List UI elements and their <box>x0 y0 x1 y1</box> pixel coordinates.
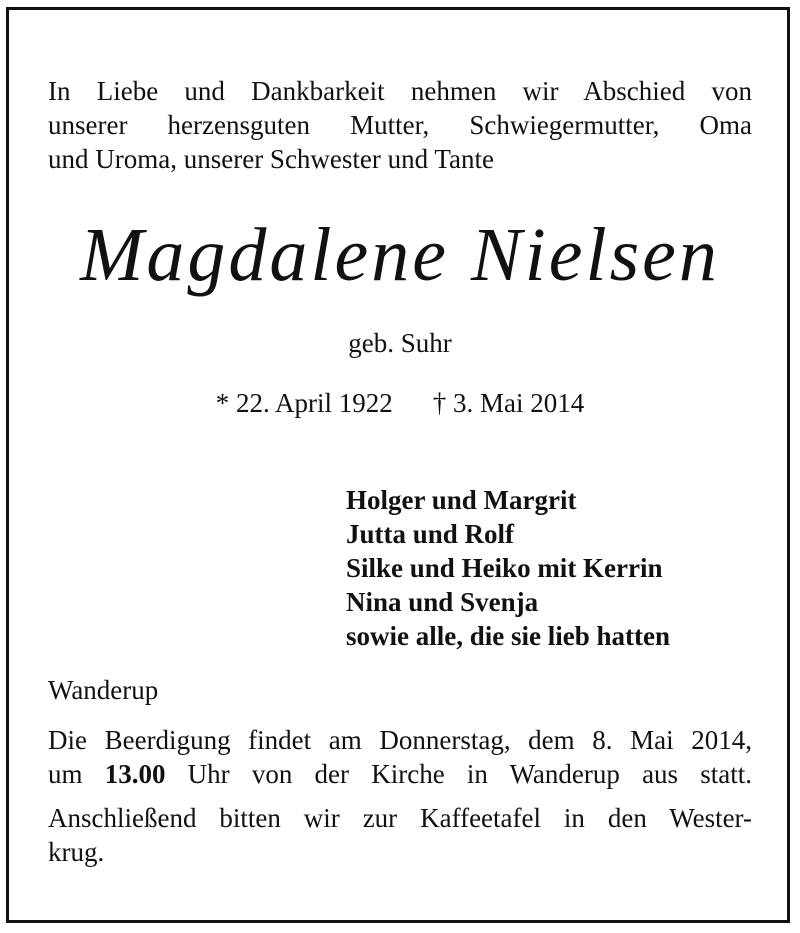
funeral-prefix: um <box>48 759 83 789</box>
reception-paragraph <box>48 801 752 869</box>
funeral-line-2 <box>48 757 752 791</box>
mourner-entry: Nina und Svenja <box>346 587 539 617</box>
place-name: Wanderup <box>48 675 159 705</box>
intro-line: und Uroma, unserer Schwester und Tante <box>48 144 494 174</box>
mourner-entry: Jutta und Rolf <box>346 519 515 549</box>
deceased-name: Magdalene Nielsen <box>80 213 720 297</box>
funeral-line-1: Die Beerdigung findet am Donnerstag, dem 8. Mai 2014, <box>48 725 752 755</box>
mourner-entry: Silke und Heiko mit Kerrin <box>346 553 663 583</box>
intro-text <box>48 74 752 176</box>
mourner-entry: sowie alle, die sie lieb hatten <box>346 621 670 651</box>
intro-line: In Liebe und Dankbarkeit nehmen wir Abschied von <box>48 76 752 106</box>
funeral-paragraph <box>48 723 752 791</box>
intro-line: unserer herzensguten Mutter, Schwiegermutter, Oma <box>48 110 752 140</box>
life-dates <box>0 386 800 420</box>
mourners-list <box>346 483 670 653</box>
death-date: † 3. Mai 2014 <box>432 388 585 418</box>
reception-line-1: Anschließend bitten wir zur Kaffeetafel in den Wester- <box>48 803 752 833</box>
reception-line-2: krug. <box>48 837 105 867</box>
mourner-entry: Holger und Margrit <box>346 485 577 515</box>
birth-date: * 22. April 1922 <box>215 388 393 418</box>
funeral-suffix: Uhr von der Kirche in Wanderup aus statt. <box>187 759 753 789</box>
maiden-name: geb. Suhr <box>348 328 452 358</box>
funeral-time: 13.00 <box>104 759 166 789</box>
funeral-info <box>48 723 752 879</box>
